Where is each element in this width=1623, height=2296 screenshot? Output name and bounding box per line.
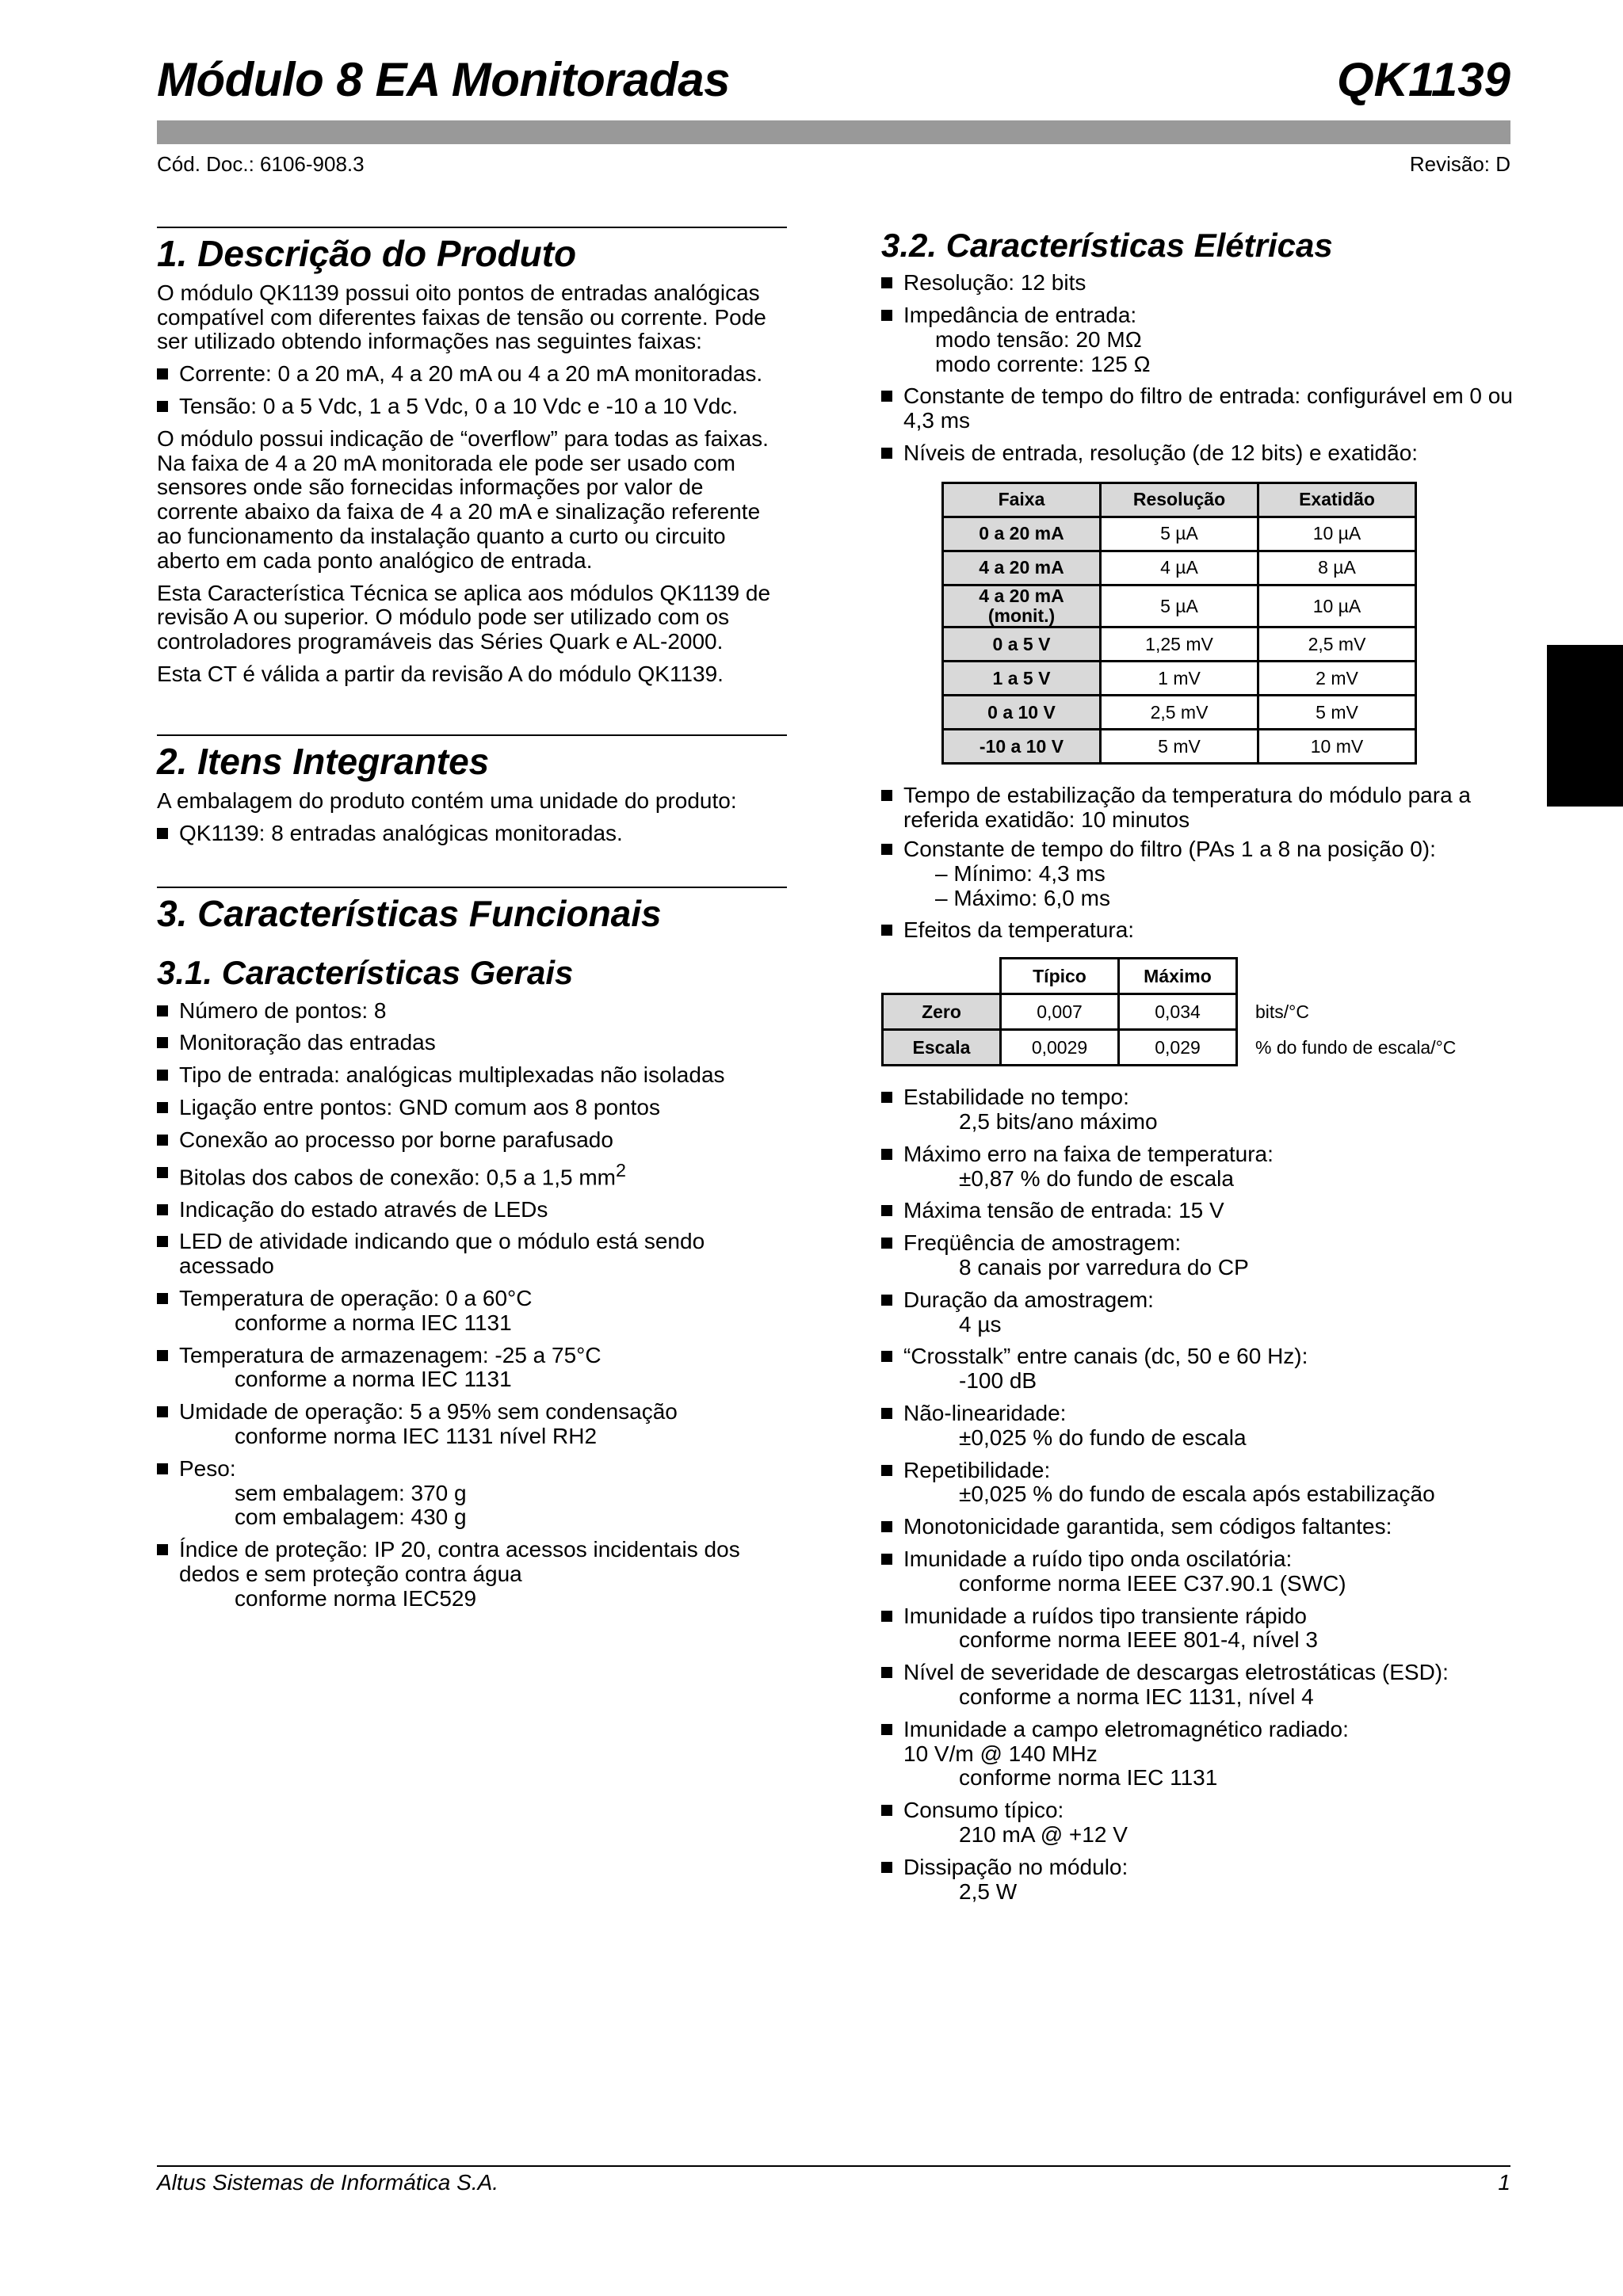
empty-cell (883, 959, 1001, 994)
unit-label: bits/°C (1255, 1001, 1309, 1022)
footer-rule (157, 2165, 1510, 2167)
table-header-row (883, 959, 1495, 994)
item-text: Consumo típico: (903, 1798, 1064, 1823)
table-cell: 4 µA (1101, 551, 1258, 585)
list-item (881, 1231, 1515, 1280)
item-text: Nível de severidade de descargas eletrostáticas (ESD): (903, 1660, 1449, 1685)
side-tab-marker (1547, 645, 1623, 807)
section-rule (157, 734, 787, 736)
list-item (881, 1402, 1515, 1451)
item-text: “Crosstalk” entre canais (dc, 50 e 60 Hz): (903, 1344, 1308, 1369)
paragraph: Esta CT é válida a partir da revisão A do módulo QK1139. (157, 662, 724, 687)
subsection-title-gerais: 3.1. Características Gerais (157, 954, 574, 992)
footer-company: Altus Sistemas de Informática S.A. (157, 2170, 499, 2195)
table-cell: 0,029 (1119, 1030, 1237, 1066)
table-cell: Zero (883, 994, 1001, 1030)
item-text: Impedância de entrada: (903, 303, 1137, 328)
list-item: Resolução: 12 bits (881, 271, 1515, 296)
item-text: Bitolas dos cabos de conexão: 0,5 a 1,5 mm (179, 1164, 616, 1189)
right-column (881, 227, 1515, 1912)
superscript: 2 (616, 1159, 626, 1180)
table-cell: 1,25 mV (1101, 627, 1258, 662)
bullet-list (157, 362, 787, 419)
list-item (881, 1288, 1515, 1337)
item-detail: sem embalagem: 370 g (235, 1480, 467, 1505)
list-item: Máxima tensão de entrada: 15 V (881, 1199, 1515, 1223)
list-item: Ligação entre pontos: GND comum aos 8 pontos (157, 1096, 787, 1120)
table-cell: 0 a 10 V (943, 696, 1101, 730)
item-detail: – Máximo: 6,0 ms (935, 885, 1110, 910)
table-row (943, 662, 1416, 696)
list-item: Conexão ao processo por borne parafusado (157, 1128, 787, 1153)
item-detail: conforme a norma IEC 1131 (235, 1367, 512, 1392)
item-detail: – Mínimo: 4,3 ms (935, 860, 1106, 886)
item-detail: conforme norma IEC 1131 nível RH2 (235, 1424, 598, 1448)
column-header: Exatidão (1258, 482, 1416, 517)
list-item (881, 1547, 1515, 1596)
list-item: Constante de tempo do filtro de entrada: configurável em 0 ou 4,3 ms (881, 384, 1515, 433)
section-title-funcionais: 3. Características Funcionais (157, 893, 662, 935)
item-detail: conforme a norma IEC 1131 (235, 1310, 512, 1335)
item-detail: 2,5 bits/ano máximo (959, 1109, 1158, 1135)
list-item (881, 1459, 1515, 1508)
table-cell: 8 µA (1258, 551, 1416, 585)
table-cell: 5 mV (1258, 696, 1416, 730)
item-text: Imunidade a campo eletromagnético radiado: (903, 1716, 1349, 1741)
table-cell: 5 µA (1101, 585, 1258, 627)
item-text: Imunidade a ruídos tipo transiente rápido (903, 1603, 1307, 1628)
section-title-itens: 2. Itens Integrantes (157, 740, 490, 782)
list-item (881, 1718, 1515, 1791)
table-row (943, 585, 1416, 627)
unit-label: % do fundo de escala/°C (1255, 1036, 1457, 1058)
item-text: Dissipação no módulo: (903, 1854, 1128, 1879)
item-detail: conforme norma IEEE C37.90.1 (SWC) (959, 1570, 1346, 1596)
bullet-list (881, 1085, 1515, 1904)
left-column (157, 227, 787, 1619)
list-item (881, 837, 1515, 910)
list-item (881, 1142, 1515, 1192)
paragraph: A embalagem do produto contém uma unidade do produto: (157, 788, 737, 813)
list-item (881, 1855, 1515, 1905)
table-cell: 4 a 20 mA (943, 551, 1101, 585)
list-item (881, 1085, 1515, 1135)
table-cell: 10 µA (1258, 585, 1416, 627)
list-item: Indicação do estado através de LEDs (157, 1198, 787, 1222)
column-header: Típico (1001, 959, 1119, 994)
item-detail: conforme norma IEC 1131 (959, 1765, 1218, 1791)
item-text: Umidade de operação: 5 a 95% sem condensação (179, 1399, 678, 1425)
item-detail: com embalagem: 430 g (235, 1505, 467, 1530)
list-item: Tipo de entrada: analógicas multiplexadas não isoladas (157, 1063, 787, 1088)
table-cell: 2 mV (1258, 662, 1416, 696)
table-row (883, 1030, 1495, 1066)
list-item (157, 1344, 787, 1393)
item-detail: ±0,025 % do fundo de escala (959, 1425, 1247, 1450)
item-detail: ±0,025 % do fundo de escala após estabilização (959, 1482, 1435, 1507)
list-item (881, 1344, 1515, 1394)
table-cell: -10 a 10 V (943, 730, 1101, 764)
item-detail: 4 µs (959, 1311, 1002, 1337)
table-row (943, 730, 1416, 764)
item-text: Não-linearidade: (903, 1401, 1067, 1426)
list-item: Monitoração das entradas (157, 1031, 787, 1055)
document-title: Módulo 8 EA Monitoradas (157, 53, 730, 106)
table-cell: 2,5 mV (1101, 696, 1258, 730)
list-item: Monotonicidade garantida, sem códigos faltantes: (881, 1515, 1515, 1539)
list-item (881, 303, 1515, 376)
list-item (881, 1604, 1515, 1653)
paragraph: Esta Característica Técnica se aplica aos módulos QK1139 de revisão A ou superior. O módulo pode ser utilizado com os controladores programáveis das Séries Quark e AL-2000. (157, 580, 771, 654)
bullet-list (157, 822, 787, 846)
item-detail: -100 dB (959, 1368, 1037, 1394)
list-item: Efeitos da temperatura: (881, 918, 1515, 943)
table-row (943, 517, 1416, 551)
doc-code: Cód. Doc.: 6106-908.3 (157, 152, 365, 176)
list-item: Corrente: 0 a 20 mA, 4 a 20 mA ou 4 a 20 mA monitoradas. (157, 362, 787, 387)
list-item: Tensão: 0 a 5 Vdc, 1 a 5 Vdc, 0 a 10 Vdc e -10 a 10 Vdc. (157, 395, 787, 419)
item-text: Temperatura de operação: 0 a 60°C (179, 1286, 533, 1311)
item-detail: conforme a norma IEC 1131, nível 4 (959, 1684, 1314, 1709)
list-item (881, 1798, 1515, 1848)
item-text: Índice de proteção: IP 20, contra acessos incidentais dos dedos e sem proteção contra água (179, 1537, 740, 1586)
table-row (943, 627, 1416, 662)
column-header: Faixa (943, 482, 1101, 517)
product-code: QK1139 (1336, 53, 1510, 106)
table-cell: 10 mV (1258, 730, 1416, 764)
list-item (157, 1538, 787, 1611)
item-text: Freqüência de amostragem: (903, 1230, 1182, 1256)
table-cell: 10 µA (1258, 517, 1416, 551)
bullet-list (881, 271, 1515, 466)
table-cell: 2,5 mV (1258, 627, 1416, 662)
subsection-title-eletricas: 3.2. Características Elétricas (881, 227, 1333, 264)
list-item (157, 1400, 787, 1449)
item-text: Constante de tempo do filtro (PAs 1 a 8 na posição 0): (903, 837, 1436, 862)
item-detail: 10 V/m @ 140 MHz (903, 1741, 1098, 1766)
table-cell: 0,0029 (1001, 1030, 1119, 1066)
table-cell: 5 µA (1101, 517, 1258, 551)
table-cell: Escala (883, 1030, 1001, 1066)
table-row (943, 696, 1416, 730)
list-item (881, 1661, 1515, 1710)
bullet-list (157, 999, 787, 1611)
table-row (883, 994, 1495, 1030)
item-text: Estabilidade no tempo: (903, 1085, 1129, 1110)
empty-cell (1237, 959, 1495, 994)
list-item: LED de atividade indicando que o módulo está sendo acessado (157, 1230, 787, 1279)
revision: Revisão: D (1409, 152, 1510, 176)
item-detail: 210 mA @ +12 V (959, 1821, 1128, 1847)
table-cell: 0 a 20 mA (943, 517, 1101, 551)
item-text: Temperatura de armazenagem: -25 a 75°C (179, 1342, 601, 1367)
item-text: Peso: (179, 1455, 236, 1481)
header-bar (157, 120, 1510, 144)
section-title-descricao: 1. Descrição do Produto (157, 233, 577, 274)
table-row (943, 551, 1416, 585)
bullet-list (881, 784, 1515, 943)
item-detail: conforme norma IEC529 (235, 1585, 477, 1611)
item-text: Duração da amostragem: (903, 1287, 1154, 1312)
item-detail: conforme norma IEEE 801-4, nível 3 (959, 1627, 1318, 1653)
input-levels-table (941, 482, 1417, 765)
list-item: Número de pontos: 8 (157, 999, 787, 1024)
column-header: Máximo (1119, 959, 1237, 994)
temperature-effects-table (881, 957, 1495, 1066)
item-detail: modo corrente: 125 Ω (935, 351, 1151, 376)
table-cell: 0,007 (1001, 994, 1119, 1030)
table-cell: 0 a 5 V (943, 627, 1101, 662)
section-rule (157, 887, 787, 888)
table-cell: 1 mV (1101, 662, 1258, 696)
list-item (157, 1161, 787, 1190)
item-detail: ±0,87 % do fundo de escala (959, 1165, 1234, 1191)
list-item: Tempo de estabilização da temperatura do módulo para a referida exatidão: 10 minutos (881, 784, 1515, 833)
table-header-row (943, 482, 1416, 517)
page-number: 1 (1498, 2170, 1510, 2195)
column-header: Resolução (1101, 482, 1258, 517)
item-text: Máximo erro na faixa de temperatura: (903, 1141, 1274, 1166)
list-item (157, 1287, 787, 1336)
item-detail: 8 canais por varredura do CP (959, 1255, 1249, 1280)
table-cell: 4 a 20 mA (monit.) (943, 585, 1101, 627)
item-detail: 2,5 W (959, 1878, 1018, 1904)
list-item (157, 1457, 787, 1530)
paragraph: O módulo QK1139 possui oito pontos de entradas analógicas compatível com diferentes faixas de tensão ou corrente. Pode ser utilizado obtendo informações nas seguintes faixas: (157, 280, 766, 354)
section-rule (157, 227, 787, 228)
list-item: Níveis de entrada, resolução (de 12 bits) e exatidão: (881, 441, 1515, 466)
item-detail: modo tensão: 20 MΩ (935, 326, 1142, 352)
table-cell: 1 a 5 V (943, 662, 1101, 696)
item-text: Imunidade a ruído tipo onda oscilatória: (903, 1547, 1293, 1571)
list-item: QK1139: 8 entradas analógicas monitoradas. (157, 822, 787, 846)
table-cell: 5 mV (1101, 730, 1258, 764)
item-text: Repetibilidade: (903, 1457, 1051, 1482)
table-cell: 0,034 (1119, 994, 1237, 1030)
paragraph: O módulo possui indicação de “overflow” para todas as faixas. Na faixa de 4 a 20 mA monitorada ele pode ser usado com sensores onde são fornecidas informações por valor de corrente abaixo da faixa de 4 a 20 mA e sinalização referente ao funcionamento da instalação quanto a curto ou circuito aberto em cada ponto analógico de entrada. (157, 425, 769, 573)
